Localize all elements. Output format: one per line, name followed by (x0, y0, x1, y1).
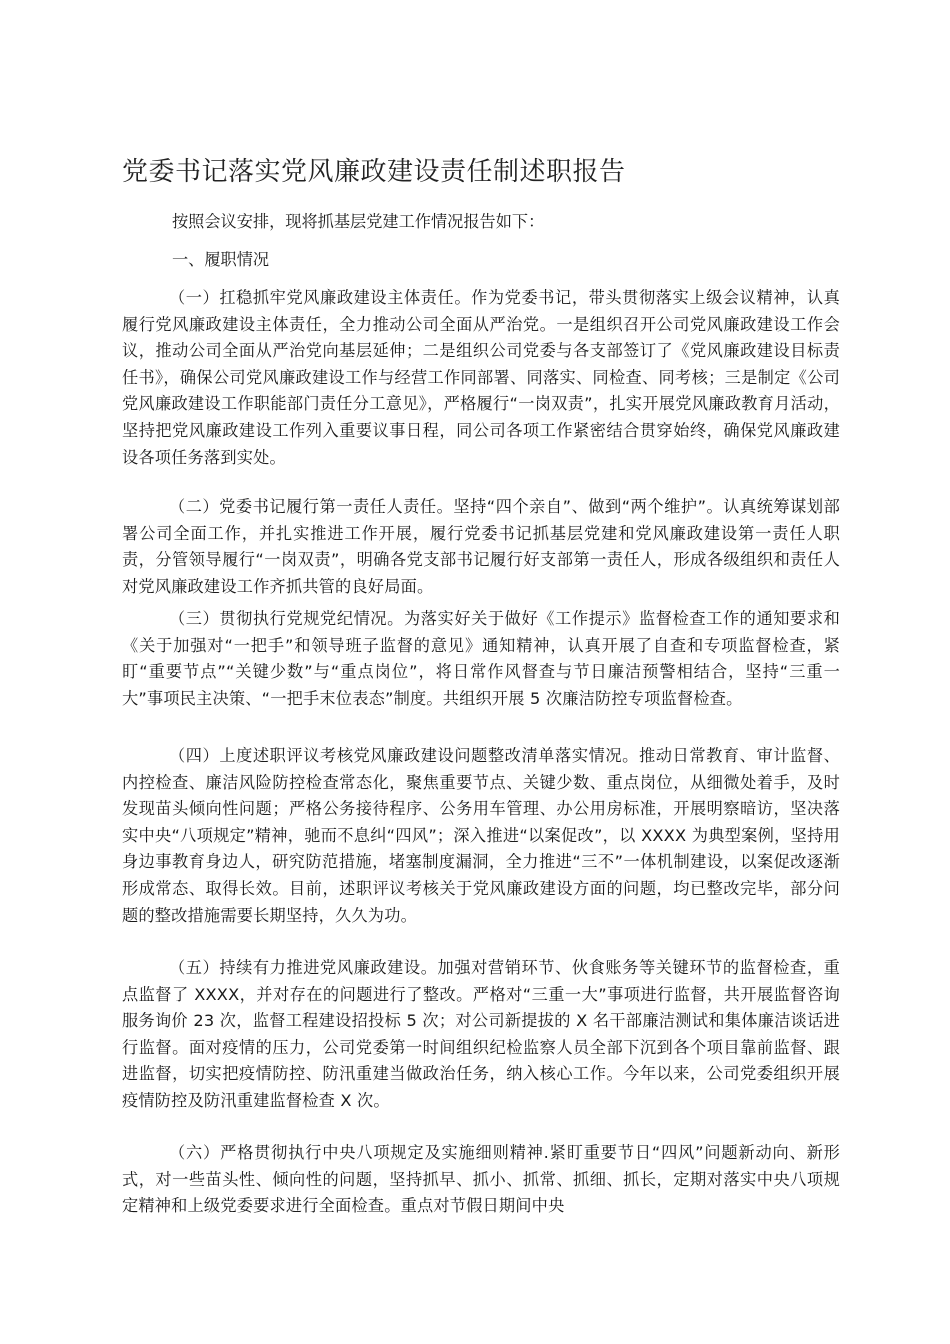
paragraph-6 (122, 1140, 840, 1220)
document-title: 党委书记落实党风廉政建设责任制述职报告 (122, 157, 626, 187)
paragraph-4-body: 推动日常教育、审计监督、内控检查、廉洁风险防控检查常态化，聚焦重要节点、关键少数、重点岗位，从细微处着手，及时发现苗头倾向性问题；严格公务接待程序、公务用车管理、办公用房标准，开展明察暗访，坚决落实中央“八项规定”精神，驰而不息纠“四风”；深入推进“以案促改”，以 XXXX 为典型案例，坚持用身边事教育身边人，研究防范措施，堵塞制度漏洞，全力推进“三不”一体机制建设，以案促改逐渐形成常态、取得长效。目前，述职评议考核关于党风廉政建设方面的问题，均已整改完毕，部分问题的整改措施需要长期坚持，久久为功。 (122, 746, 840, 925)
intro-text: 按照会议安排，现将抓基层党建工作情况报告如下： (172, 212, 545, 231)
paragraph-2-lead: （二）党委书记履行第一责任人责任。 (168, 497, 454, 516)
paragraph-5-lead: （五）持续有力推进党风廉政建设。 (168, 958, 438, 977)
paragraph-3 (122, 606, 840, 712)
paragraph-5-body: 加强对营销环节、伙食账务等关键环节的监督检查，重点监督了 XXXX，并对存在的问题进行了整改。严格对“三重一大”事项进行监督，共开展监督咨询服务询价 23 次，监督工程建设招投标 5 次；对公司新提拔的 X 名干部廉洁测试和集体廉洁谈话进行监督。面对疫情的压力，公司党委第一时间组织纪检监察人员全部下沉到各个项目靠前监督、跟进监督，切实把疫情防控、防汛重建当做政治任务，纳入核心工作。今年以来，公司党委组织开展疫情防控及防汛重建监督检查 X 次。 (122, 958, 840, 1110)
paragraph-2 (122, 494, 840, 600)
paragraph-6-lead: （六）严格贯彻执行中央八项规定及实施细则精神. (168, 1143, 550, 1162)
paragraph-1-lead: （一）扛稳抓牢党风廉政建设主体责任。 (168, 288, 472, 307)
paragraph-1 (122, 285, 840, 471)
paragraph-3-body: 为落实好关于做好《工作提示》监督检查工作的通知要求和《关于加强对“一把手”和领导班子监督的意见》通知精神，认真开展了自查和专项监督检查，紧盯“重要节点”“关键少数”与“重点岗位”，将日常作风督查与节日廉洁预警相结合，坚持“三重一大”事项民主决策、“一把手末位表态”制度。共组织开展 5 次廉洁防控专项监督检查。 (122, 609, 840, 708)
paragraph-4-lead: （四）上度述职评议考核党风廉政建设问题整改清单落实情况。 (168, 746, 639, 765)
paragraph-2-body: 坚持“四个亲自”、做到“两个维护”。认真统筹谋划部署公司全面工作，并扎实推进工作开展，履行党委书记抓基层党建和党风廉政建设第一责任人职责，分管领导履行“一岗双责”，明确各党支部书记履行好支部第一责任人，形成各级组织和责任人对党风廉政建设工作齐抓共管的良好局面。 (122, 497, 840, 596)
paragraph-3-lead: （三）贯彻执行党规党纪情况。 (168, 609, 404, 628)
paragraph-1-body: 作为党委书记，带头贯彻落实上级会议精神，认真履行党风廉政建设主体责任，全力推动公司全面从严治党。一是组织召开公司党风廉政建设工作会议，推动公司全面从严治党向基层延伸；二是组织公司党委与各支部签订了《党风廉政建设目标责任书》，确保公司党风廉政建设工作与经营工作同部署、同落实、同检查、同考核；三是制定《公司党风廉政建设工作职能部门责任分工意见》，严格履行“一岗双责”，扎实开展党风廉政教育月活动，坚持把党风廉政建设工作列入重要议事日程，同公司各项工作紧密结合贯穿始终，确保党风廉政建设各项任务落到实处。 (122, 288, 840, 467)
paragraph-4 (122, 743, 840, 929)
paragraph-6-body: 紧盯重要节日“四风”问题新动向、新形式，对一些苗头性、倾向性的问题，坚持抓早、抓小、抓常、抓细、抓长，定期对落实中央八项规定精神和上级党委要求进行全面检查。重点对节假日期间中央 (122, 1143, 841, 1216)
section-heading: 一、履职情况 (172, 250, 270, 269)
paragraph-5 (122, 955, 840, 1115)
